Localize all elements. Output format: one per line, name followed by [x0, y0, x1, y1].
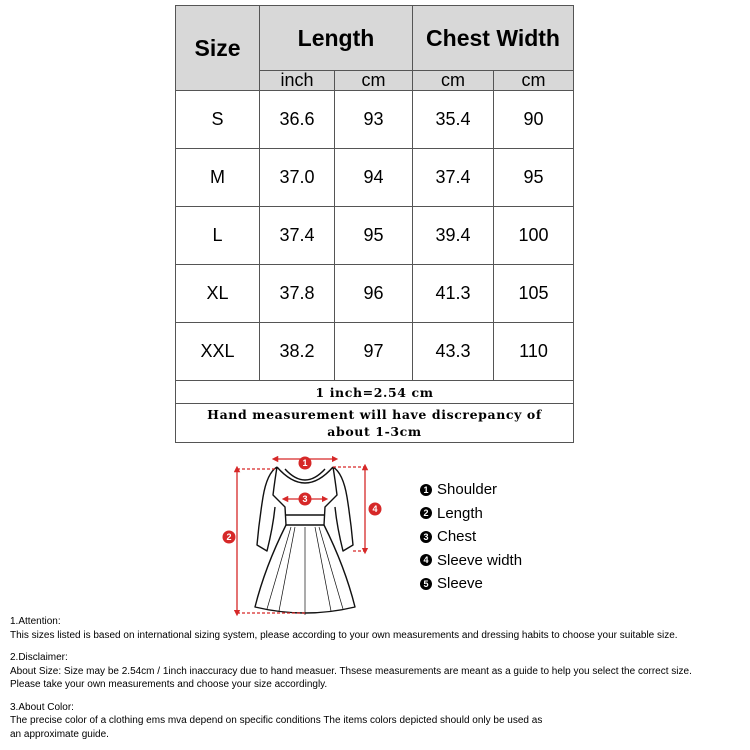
- disclaimer-title: 2.Disclaimer:: [10, 652, 68, 663]
- conversion-note: 1 inch=2.54 cm: [176, 381, 574, 404]
- legend-item: [420, 502, 522, 526]
- unit-cell: cm: [413, 71, 494, 91]
- legend-number: 1: [420, 484, 432, 496]
- length-header: Length: [260, 6, 413, 71]
- legend-number: 2: [420, 507, 432, 519]
- legend-number: 5: [420, 578, 432, 590]
- size-header: Size: [176, 6, 260, 91]
- table-row: [176, 265, 574, 323]
- marker-length-label: 2: [226, 532, 232, 542]
- table-cell: 37.0: [260, 149, 335, 207]
- unit-cell: inch: [260, 71, 335, 91]
- legend-label: Shoulder: [437, 481, 498, 499]
- legend-label: Sleeve: [437, 575, 483, 593]
- table-row: [176, 323, 574, 381]
- color-text: an approximate guide.: [10, 728, 109, 740]
- table-cell: 105: [494, 265, 574, 323]
- legend-number: 3: [420, 531, 432, 543]
- color-note: [10, 701, 745, 742]
- conversion-note-row: [176, 381, 574, 404]
- chest-width-header: Chest Width: [413, 6, 574, 71]
- attention-note: [10, 615, 745, 642]
- attention-text: This sizes listed is based on international sizing system, please according to your own measurements and dressing habits to choose your suitable size.: [10, 629, 678, 641]
- table-cell: 96: [335, 265, 413, 323]
- header-row: [176, 6, 574, 71]
- table-cell: 37.8: [260, 265, 335, 323]
- marker-sleeve-width-label: 4: [372, 504, 378, 514]
- table-cell: 95: [335, 207, 413, 265]
- table-cell: 39.4: [413, 207, 494, 265]
- table-cell: 35.4: [413, 91, 494, 149]
- disclaimer-text: About Size: Size may be 2.54cm / 1inch inaccuracy due to hand measuer. Thsese measurements are meant as a guide to help you select the correct size.: [10, 665, 692, 677]
- legend-label: Length: [437, 504, 483, 522]
- legend-item: [420, 525, 522, 549]
- dress-outline-icon: [215, 447, 395, 622]
- table-cell: 94: [335, 149, 413, 207]
- table-cell: 38.2: [260, 323, 335, 381]
- legend-item: [420, 549, 522, 573]
- table-cell: 37.4: [260, 207, 335, 265]
- table-row: [176, 207, 574, 265]
- table-cell: 43.3: [413, 323, 494, 381]
- legend-number: 4: [420, 554, 432, 566]
- disclaimer-text: Please take your own measurements and choose your size accordingly.: [10, 679, 328, 690]
- attention-title: 1.Attention:: [10, 616, 61, 627]
- marker-chest-label: 3: [302, 494, 308, 504]
- size-cell: M: [176, 149, 260, 207]
- unit-cell: cm: [494, 71, 574, 91]
- legend-item: [420, 478, 522, 502]
- measurement-figure: [215, 447, 395, 622]
- legend-label: Sleeve width: [437, 551, 523, 569]
- table-cell: 37.4: [413, 149, 494, 207]
- table-cell: 110: [494, 323, 574, 381]
- notes-section: [10, 615, 745, 750]
- table-row: [176, 149, 574, 207]
- table-cell: 97: [335, 323, 413, 381]
- marker-shoulder-label: 1: [302, 458, 308, 468]
- size-cell: L: [176, 207, 260, 265]
- table-cell: 41.3: [413, 265, 494, 323]
- unit-cell: cm: [335, 71, 413, 91]
- size-cell: S: [176, 91, 260, 149]
- color-title: 3.About Color:: [10, 701, 74, 713]
- table-row: [176, 91, 574, 149]
- table-cell: 93: [335, 91, 413, 149]
- size-chart-table: [175, 5, 574, 443]
- legend-label: Chest: [437, 528, 477, 546]
- discrepancy-note: [176, 404, 574, 443]
- disclaimer-note: [10, 651, 745, 692]
- table-cell: 100: [494, 207, 574, 265]
- measurement-legend: [420, 478, 522, 596]
- color-text: The precise color of a clothing ems mva depend on specific conditions The items colors depicted should only be used as: [10, 715, 543, 726]
- legend-item: [420, 572, 522, 596]
- table-cell: 95: [494, 149, 574, 207]
- size-cell: XL: [176, 265, 260, 323]
- table-cell: 36.6: [260, 91, 335, 149]
- table-cell: 90: [494, 91, 574, 149]
- discrepancy-note-line2: about 1-3cm: [327, 424, 422, 439]
- discrepancy-note-row: [176, 404, 574, 443]
- size-cell: XXL: [176, 323, 260, 381]
- discrepancy-note-line1: Hand measurement will have discrepancy of: [207, 407, 542, 422]
